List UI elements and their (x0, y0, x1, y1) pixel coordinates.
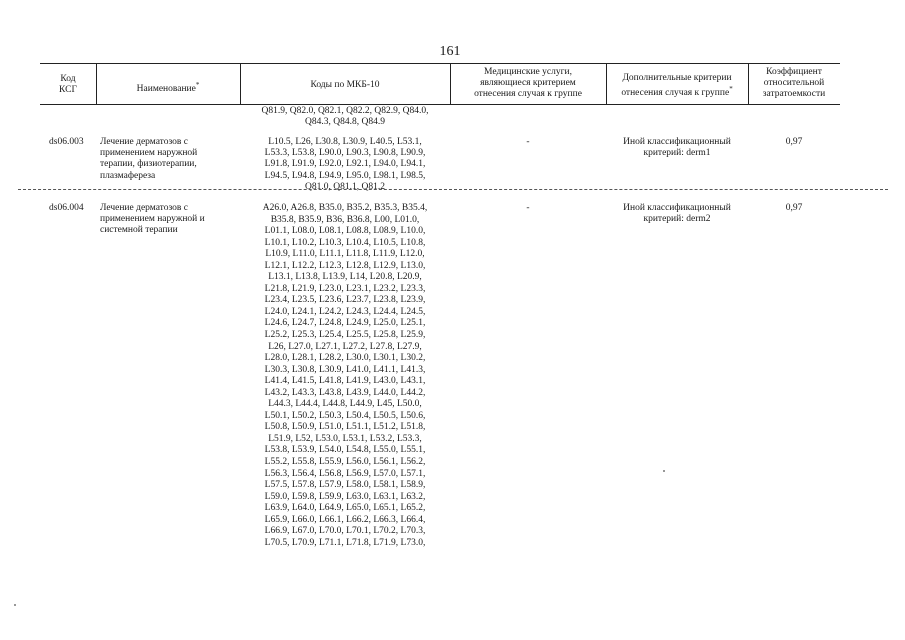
row-extra-criteria (606, 137, 748, 159)
icd-line: L66.9, L67.0, L70.0, L70.1, L70.2, L70.3, (264, 526, 426, 537)
icd-line: L59.0, L59.8, L59.9, L63.0, L63.1, L63.2, (264, 491, 426, 502)
header-services (450, 67, 606, 100)
icd-line: L50.1, L50.2, L50.3, L50.4, L50.5, L50.6, (264, 410, 426, 421)
icd-line: L57.5, L57.8, L57.9, L58.0, L58.1, L58.9, (264, 480, 426, 491)
extra-line: Иной классификационный (623, 203, 731, 213)
icd-line: L10.1, L10.2, L10.3, L10.4, L10.5, L10.8, (264, 237, 426, 248)
icd-line: L63.9, L64.0, L64.9, L65.0, L65.1, L65.2, (264, 503, 426, 514)
row-name (100, 203, 240, 237)
page-number: 161 (439, 44, 461, 59)
icd-line: L12.1, L12.2, L12.3, L12.8, L12.9, L13.0, (264, 260, 426, 271)
row-name-line: плазмафереза (100, 170, 156, 181)
row-icd-codes (240, 137, 450, 193)
icd-line: L44.3, L44.4, L44.8, L44.9, L45, L50.0, (268, 399, 422, 410)
header-extra-line-2-wrap (606, 84, 748, 99)
header-services-line-2: являющиеся критерием (480, 78, 576, 88)
icd-line: L41.4, L41.5, L41.8, L41.9, L43.0, L43.1, (264, 376, 426, 387)
header-coef (748, 67, 840, 100)
header-name-label: Наименование (136, 84, 196, 95)
icd-line: L13.1, L13.8, L13.9, L14, L20.8, L20.9, (268, 272, 422, 283)
header-coef-line-2: относительной (763, 78, 825, 88)
icd-line: L10.9, L11.0, L11.1, L11.8, L11.9, L12.0, (265, 249, 425, 260)
icd-line: L21.8, L21.9, L23.0, L23.1, L23.2, L23.3, (264, 283, 426, 294)
row-name-line: Лечение дерматозов с (100, 203, 188, 213)
row-code: ds06.003 (49, 137, 84, 147)
icd-line: L51.9, L52, L53.0, L53.1, L53.2, L53.3, (268, 433, 422, 444)
scan-speck (663, 470, 665, 472)
header-icd-label: Коды по МКБ-10 (310, 80, 380, 90)
icd-line: L10.5, L26, L30.8, L30.9, L40.5, L53.1, (268, 137, 422, 147)
row-extra-criteria (606, 203, 748, 225)
icd-line: L91.8, L91.9, L92.0, L92.1, L94.0, L94.1, (264, 159, 426, 170)
extra-line: критерий: derm1 (643, 148, 711, 159)
row-name-line: терапии, физиотерапии, (100, 159, 197, 170)
row-name-line: применением наружной (100, 148, 198, 159)
header-name-mark: * (195, 81, 200, 89)
row-coefficient: 0,97 (785, 137, 803, 147)
header-code (40, 74, 96, 96)
icd-line: L94.5, L94.8, L94.9, L95.0, L98.1, L98.5, (264, 170, 426, 181)
icd-line: L56.3, L56.4, L56.8, L56.9, L57.0, L57.1, (264, 468, 426, 479)
row-services: - (526, 137, 530, 147)
row-code: ds06.004 (49, 203, 84, 213)
header-code-line-1: Код (60, 74, 76, 84)
header-bottom-rule (40, 104, 840, 105)
row-icd-codes (240, 203, 450, 549)
header-extra-line-2: отнесения случая к группе (621, 88, 730, 99)
header-icd (240, 80, 450, 91)
continuation-line: Q84.3, Q84.8, Q84.9 (305, 117, 385, 128)
header-name (96, 80, 240, 95)
icd-line: A26.0, A26.8, B35.0, B35.2, B35.3, B35.4, (262, 203, 428, 213)
scan-speck (14, 604, 16, 606)
header-code-line-2: КСГ (59, 85, 77, 95)
icd-line: L23.4, L23.5, L23.6, L23.7, L23.8, L23.9, (264, 295, 426, 306)
header-extra-mark: * (729, 85, 733, 93)
header-services-line-1: Медицинские услуги, (484, 67, 572, 77)
icd-line: L24.0, L24.1, L24.2, L24.3, L24.4, L24.5, (264, 306, 426, 317)
icd-line: Q81.0, Q81.1, Q81.2 (305, 181, 385, 192)
icd-line: L26, L27.0, L27.1, L27.2, L27.8, L27.9, (268, 341, 422, 352)
icd-line: L43.2, L43.3, L43.8, L43.9, L44.0, L44.2, (264, 387, 426, 398)
header-coef-line-3: затратоемкости (762, 89, 826, 99)
icd-line: L01.1, L08.0, L08.1, L08.8, L08.9, L10.0, (264, 226, 426, 237)
icd-line: L53.3, L53.8, L90.0, L90.3, L90.8, L90.9, (264, 148, 426, 159)
continuation-line: Q81.9, Q82.0, Q82.1, Q82.2, Q82.9, Q84.0, (261, 106, 429, 116)
icd-line: L65.9, L66.0, L66.1, L66.2, L66.3, L66.4, (264, 514, 426, 525)
row-name-line: Лечение дерматозов с (100, 137, 188, 147)
row-coefficient: 0,97 (785, 203, 803, 213)
row-services: - (526, 203, 530, 213)
row-name (100, 137, 240, 182)
icd-line: L24.6, L24.7, L24.8, L24.9, L25.0, L25.1, (264, 318, 426, 329)
header-coef-line-1: Коэффициент (766, 67, 822, 77)
extra-line: Иной классификационный (623, 137, 731, 147)
header-extra (606, 73, 748, 99)
icd-line: L28.0, L28.1, L28.2, L30.0, L30.1, L30.2, (264, 353, 426, 364)
row-name-line: системной терапии (100, 225, 178, 236)
icd-line: L53.8, L53.9, L54.0, L54.8, L55.0, L55.1, (264, 445, 426, 456)
icd-line: L55.2, L55.8, L55.9, L56.0, L56.1, L56.2, (264, 457, 426, 468)
header-services-line-3: отнесения случая к группе (474, 89, 582, 99)
icd-line: L30.3, L30.8, L30.9, L41.0, L41.1, L41.3, (264, 364, 426, 375)
icd-line: L70.5, L70.9, L71.1, L71.8, L71.9, L73.0, (264, 537, 426, 548)
extra-line: критерий: derm2 (643, 214, 711, 225)
header-top-rule (40, 63, 840, 64)
row-name-line: применением наружной и (100, 214, 205, 225)
icd-line: B35.8, B35.9, B36, B36.8, L00, L01.0, (270, 214, 420, 225)
continuation-codes (240, 106, 450, 128)
icd-line: L50.8, L50.9, L51.0, L51.1, L51.2, L51.8, (264, 422, 426, 433)
icd-line: L25.2, L25.3, L25.4, L25.5, L25.8, L25.9, (264, 330, 426, 341)
header-extra-line-1: Дополнительные критерии (622, 73, 732, 83)
row-separator-scan-line (18, 189, 888, 190)
